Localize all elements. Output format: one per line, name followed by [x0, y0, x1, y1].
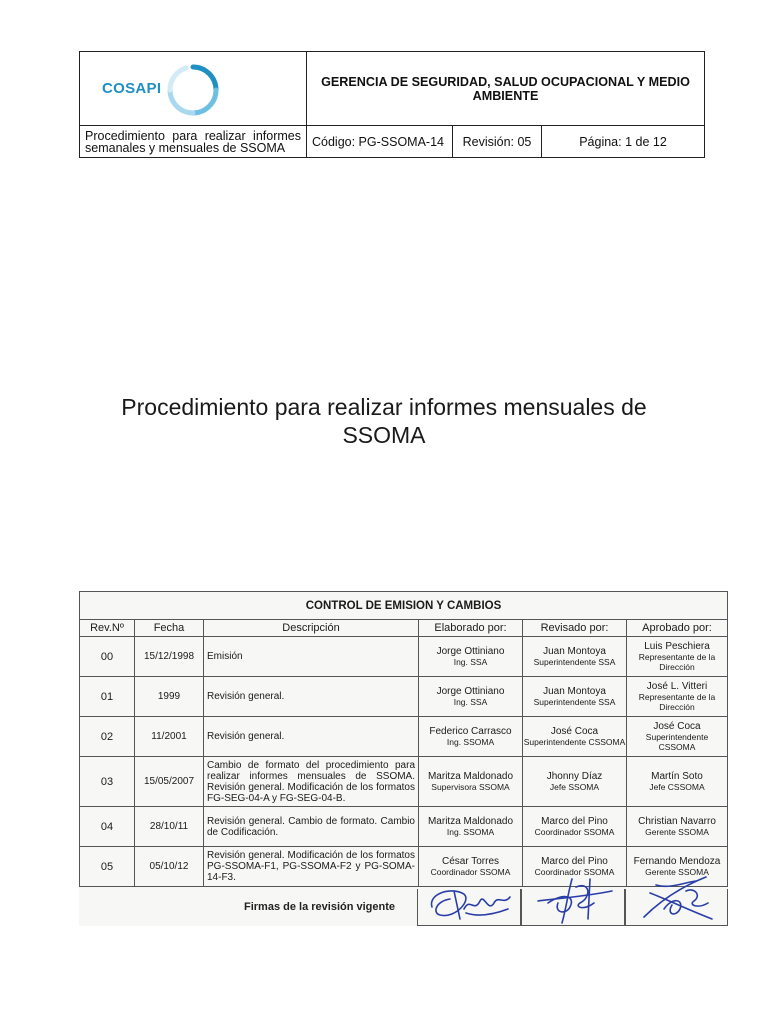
table-row [80, 847, 728, 887]
person-name: Marco del Pino [541, 856, 608, 867]
header-title: GERENCIA DE SEGURIDAD, SALUD OCUPACIONAL Y MEDIO AMBIENTE [307, 52, 705, 126]
control-table-scan [79, 591, 728, 926]
elaborado-cell [419, 757, 523, 807]
person-role: Ing. SSOMA [446, 737, 495, 747]
person-name: Jhonny Díaz [546, 771, 603, 782]
revisado-cell [523, 637, 627, 677]
fecha-cell: 11/2001 [135, 717, 204, 757]
table-row [80, 637, 728, 677]
revisado-cell [523, 717, 627, 757]
rev-cell: 04 [80, 807, 135, 847]
elaborado-cell [419, 807, 523, 847]
person-name: Jorge Ottiniano [436, 686, 505, 697]
signatures-label: Firmas de la revisión vigente [244, 901, 396, 913]
person-role: Gerente SSOMA [645, 827, 709, 837]
person-name: Maritza Maldonado [427, 816, 514, 827]
person-role: Coordinador SSOMA [534, 867, 615, 877]
signature-revisado-icon [532, 873, 618, 927]
person-name: José Coca [653, 721, 701, 732]
person-name: Fernando Mendoza [633, 856, 721, 867]
elaborado-cell [419, 677, 523, 717]
descripcion-cell: Revisión general. [204, 717, 419, 757]
aprobado-cell [627, 757, 728, 807]
person-name: Luis Peschiera [644, 641, 710, 652]
table-row [80, 717, 728, 757]
revisado-cell [523, 807, 627, 847]
person-name: José Coca [550, 726, 599, 737]
revision-number: Revisión: 05 [453, 126, 542, 158]
aprobado-cell [627, 637, 728, 677]
signature-box-aprobado [625, 889, 728, 926]
person-name: Christian Navarro [638, 816, 716, 827]
table-row [80, 677, 728, 717]
control-table-header [80, 620, 728, 637]
person-role: Ing. SSOMA [446, 827, 495, 837]
person-name: Maritza Maldonado [427, 771, 514, 782]
signature-box-elaborado [417, 889, 521, 926]
table-row [80, 807, 728, 847]
person-role: Ing. SSA [453, 657, 488, 667]
person-role: Coordinador SSOMA [534, 827, 615, 837]
revisado-cell [523, 757, 627, 807]
person-role: Representante de la Dirección [638, 652, 716, 672]
aprobado-cell [627, 717, 728, 757]
descripcion-cell: Emisión [204, 637, 419, 677]
revisado-cell [523, 677, 627, 717]
column-header-descripcion: Descripción [204, 620, 419, 637]
person-name: Juan Montoya [543, 646, 606, 657]
person-role: Coordinador SSOMA [430, 867, 511, 877]
table-row [80, 757, 728, 807]
person-name: Marco del Pino [541, 816, 608, 827]
signature-elaborado-icon [426, 883, 516, 927]
person-role: Superintendente CSSOMA [645, 732, 709, 752]
aprobado-cell [627, 807, 728, 847]
procedure-name: Procedimiento para realizar informes semanales y mensuales de SSOMA [80, 126, 307, 158]
fecha-cell: 28/10/11 [135, 807, 204, 847]
fecha-cell: 05/10/12 [135, 847, 204, 887]
descripcion-cell: Revisión general. [204, 677, 419, 717]
column-header-revisado: Revisado por: [523, 620, 627, 637]
fecha-cell: 15/12/1998 [135, 637, 204, 677]
column-header-rev: Rev.Nº [80, 620, 135, 637]
person-role: Representante de la Dirección [638, 692, 716, 712]
rev-cell: 00 [80, 637, 135, 677]
fecha-cell: 1999 [135, 677, 204, 717]
cosapi-logo: COSAPI [102, 80, 162, 97]
elaborado-cell [419, 717, 523, 757]
elaborado-cell [419, 637, 523, 677]
signature-aprobado-icon [636, 869, 722, 925]
aprobado-cell [627, 677, 728, 717]
descripcion-cell: Revisión general. Modificación de los formatos PG-SSOMA-F1, PG-SSOMA-F2 y PG-SOMA-14-F3. [204, 847, 419, 887]
page-number: Página: 1 de 12 [542, 126, 705, 158]
rev-cell: 01 [80, 677, 135, 717]
person-role: Supervisora SSOMA [431, 782, 510, 792]
rev-cell: 02 [80, 717, 135, 757]
person-name: César Torres [441, 856, 500, 867]
person-name: José L. Vitteri [646, 681, 708, 692]
person-role: Jefe SSOMA [549, 782, 600, 792]
person-name: Jorge Ottiniano [436, 646, 505, 657]
person-name: Martín Soto [651, 771, 703, 782]
document-code: Código: PG-SSOMA-14 [307, 126, 453, 158]
person-role: Ing. SSA [453, 697, 488, 707]
descripcion-cell: Cambio de formato del procedimiento para realizar informes mensuales de SSOMA. Revisión general. Modificación de los formatos FG-SEG-04-A y FG-SEG-04-B. [204, 757, 419, 807]
person-role: Gerente SSOMA [645, 867, 709, 877]
column-header-aprobado: Aprobado por: [627, 620, 728, 637]
rev-cell: 03 [80, 757, 135, 807]
document-header [79, 51, 705, 158]
logo-cell [80, 52, 307, 126]
person-name: Juan Montoya [543, 686, 606, 697]
column-header-fecha: Fecha [135, 620, 204, 637]
cosapi-ring-icon [166, 63, 220, 117]
person-role: Superintendente SSA [533, 697, 616, 707]
fecha-cell: 15/05/2007 [135, 757, 204, 807]
person-role: Jefe CSSOMA [649, 782, 705, 792]
person-role: Superintendente CSSOMA [523, 737, 626, 747]
signature-box-revisado [521, 889, 625, 926]
rev-cell: 05 [80, 847, 135, 887]
control-table [79, 591, 728, 887]
control-table-title: CONTROL DE EMISION Y CAMBIOS [80, 592, 728, 620]
elaborado-cell [419, 847, 523, 887]
column-header-elaborado: Elaborado por: [419, 620, 523, 637]
document-title: Procedimiento para realizar informes mensuales de SSOMA [121, 394, 647, 448]
person-name: Federico Carrasco [429, 726, 512, 737]
descripcion-cell: Revisión general. Cambio de formato. Cambio de Codificación. [204, 807, 419, 847]
person-role: Superintendente SSA [533, 657, 616, 667]
